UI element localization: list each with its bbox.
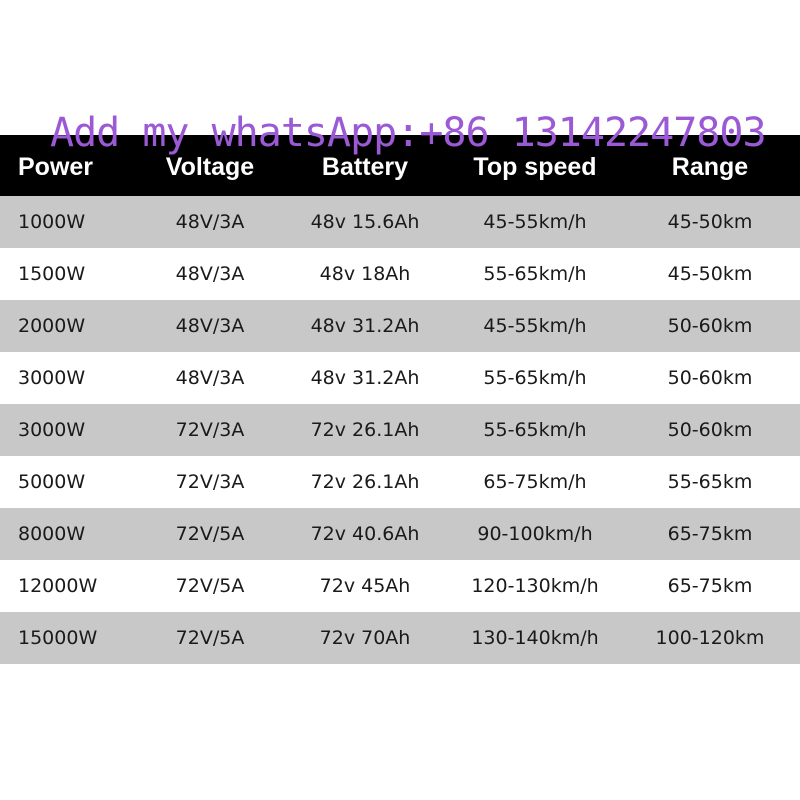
cell-voltage: 72V/3A xyxy=(175,419,245,441)
cell-battery: 48v 31.2Ah xyxy=(310,367,420,389)
cell-range: 50-60km xyxy=(667,367,753,389)
whatsapp-watermark: Add my whatsApp:+86 13142247803 xyxy=(50,110,766,156)
cell-top-speed: 65-75km/h xyxy=(483,471,587,493)
cell-voltage: 72V/3A xyxy=(175,471,245,493)
cell-power: 2000W xyxy=(18,315,86,337)
cell-power: 1500W xyxy=(18,263,86,285)
cell-power: 3000W xyxy=(18,367,86,389)
cell-battery: 72v 45Ah xyxy=(319,575,411,597)
table-row xyxy=(0,300,800,352)
header-battery: Battery xyxy=(321,153,409,181)
cell-range: 100-120km xyxy=(655,627,765,649)
table-row xyxy=(0,612,800,664)
cell-range: 45-50km xyxy=(667,211,753,233)
header-top-speed: Top speed xyxy=(473,153,597,181)
cell-voltage: 72V/5A xyxy=(175,575,245,597)
header-power: Power xyxy=(18,153,94,181)
cell-battery: 72v 26.1Ah xyxy=(310,471,420,493)
header-range: Range xyxy=(671,153,749,181)
cell-top-speed: 130-140km/h xyxy=(471,627,599,649)
cell-battery: 48v 31.2Ah xyxy=(310,315,420,337)
cell-voltage: 48V/3A xyxy=(175,315,245,337)
cell-top-speed: 55-65km/h xyxy=(483,419,587,441)
cell-range: 65-75km xyxy=(667,523,753,545)
cell-power: 3000W xyxy=(18,419,86,441)
cell-top-speed: 90-100km/h xyxy=(477,523,593,545)
cell-battery: 72v 70Ah xyxy=(319,627,411,649)
cell-battery: 48v 18Ah xyxy=(319,263,411,285)
cell-battery: 72v 26.1Ah xyxy=(310,419,420,441)
table-row xyxy=(0,456,800,508)
cell-power: 15000W xyxy=(18,627,98,649)
cell-power: 12000W xyxy=(18,575,98,597)
table-row xyxy=(0,508,800,560)
spec-table xyxy=(0,135,800,664)
cell-voltage: 72V/5A xyxy=(175,523,245,545)
cell-range: 50-60km xyxy=(667,315,753,337)
cell-range: 45-50km xyxy=(667,263,753,285)
header-voltage: Voltage xyxy=(165,153,255,181)
cell-power: 8000W xyxy=(18,523,86,545)
cell-top-speed: 55-65km/h xyxy=(483,367,587,389)
table-row xyxy=(0,560,800,612)
cell-range: 50-60km xyxy=(667,419,753,441)
cell-battery: 72v 40.6Ah xyxy=(310,523,420,545)
cell-range: 65-75km xyxy=(667,575,753,597)
cell-range: 55-65km xyxy=(667,471,753,493)
cell-power: 1000W xyxy=(18,211,86,233)
cell-top-speed: 55-65km/h xyxy=(483,263,587,285)
cell-top-speed: 45-55km/h xyxy=(483,211,587,233)
cell-top-speed: 120-130km/h xyxy=(471,575,599,597)
cell-battery: 48v 15.6Ah xyxy=(310,211,420,233)
cell-voltage: 72V/5A xyxy=(175,627,245,649)
cell-voltage: 48V/3A xyxy=(175,367,245,389)
cell-voltage: 48V/3A xyxy=(175,211,245,233)
table-row xyxy=(0,352,800,404)
cell-voltage: 48V/3A xyxy=(175,263,245,285)
table-row xyxy=(0,196,800,248)
table-row xyxy=(0,248,800,300)
cell-power: 5000W xyxy=(18,471,86,493)
table-row xyxy=(0,404,800,456)
cell-top-speed: 45-55km/h xyxy=(483,315,587,337)
